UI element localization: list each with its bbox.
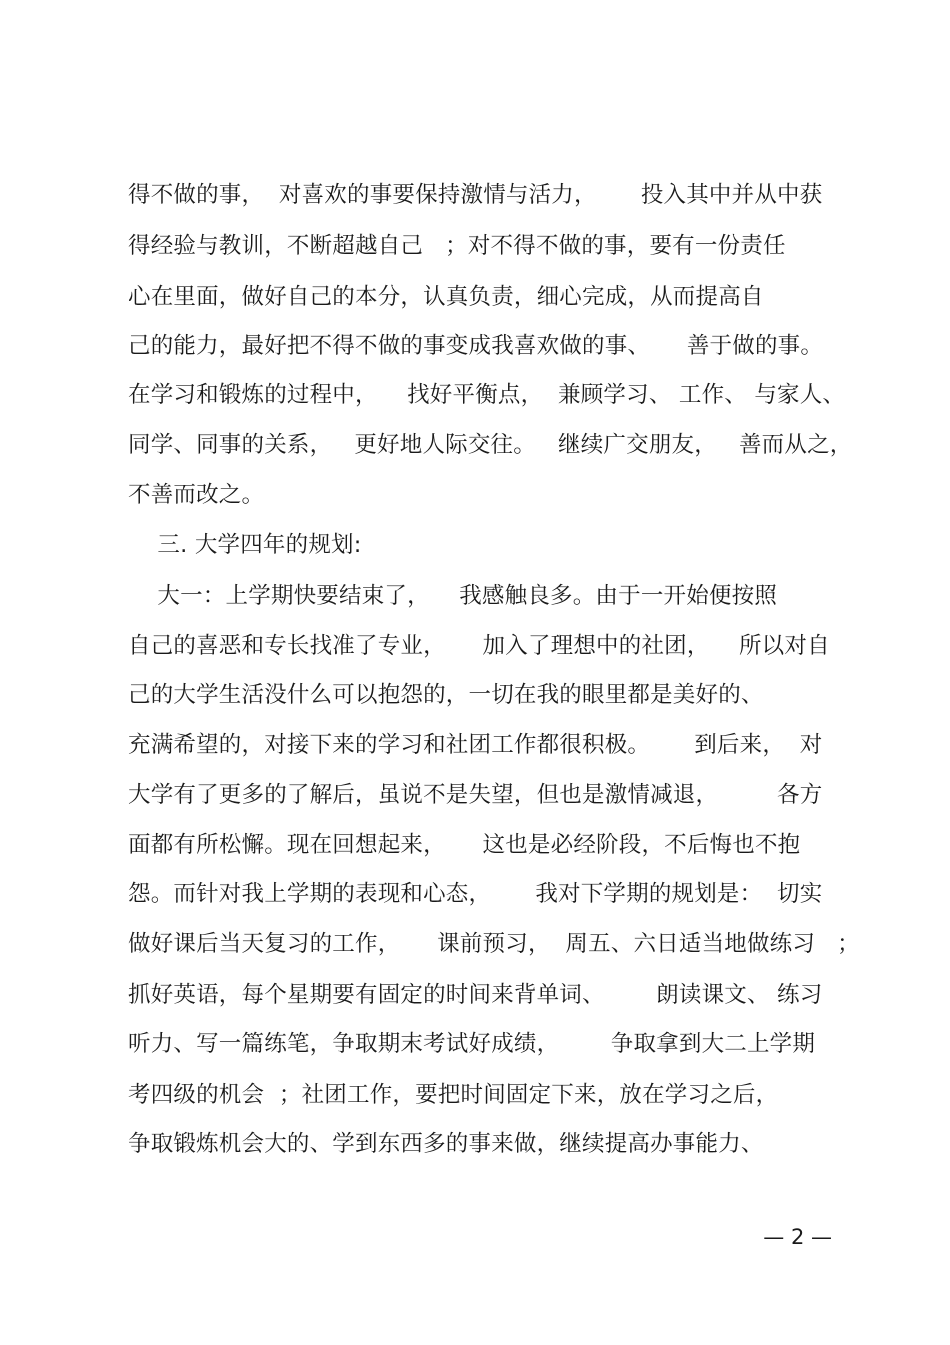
text-line: 争取锻炼机会大的、学到东西多的事来做，继续提高办事能力、 [128,1131,764,1157]
text-line: 不善而改之。 [128,482,265,508]
text-line: 怨。而针对我上学期的表现和心态， 我对下学期的规划是： 切实 [128,881,823,907]
text-line: 考四级的机会 ；社团工作，要把时间固定下来，放在学习之后， [128,1082,779,1108]
text-line: 在学习和锻炼的过程中， 找好平衡点， 兼顾学习、 工作、 与家人、 [128,382,846,408]
text-line: 心在里面，做好自己的本分，认真负责，细心完成，从而提高自 [128,284,764,310]
text-line: 大学有了更多的了解后，虽说不是失望，但也是激情减退， 各方 [128,782,823,808]
text-line: 己的大学生活没什么可以抱怨的，一切在我的眼里都是美好的、 [128,682,764,708]
text-line: 做好课后当天复习的工作， 课前预习， 周五、六日适当地做练习 ； [128,931,860,957]
page-number: — 2 — [763,1225,832,1249]
text-line: 自己的喜恶和专长找准了专业， 加入了理想中的社团， 所以对自 [128,633,830,659]
section-heading: 三. 大学四年的规划: [128,532,362,558]
text-line: 大一：上学期快要结束了， 我感触良多。由于一开始便按照 [128,583,778,609]
text-line: 听力、写一篇练笔，争取期末考试好成绩， 争取拿到大二上学期 [128,1031,816,1057]
text-line: 充满希望的，对接下来的学习和社团工作都很积极。 到后来， 对 [128,732,823,758]
text-line: 面都有所松懈。现在回想起来， 这也是必经阶段，不后悔也不抱 [128,832,801,858]
text-line: 抓好英语，每个星期要有固定的时间来背单词、 朗读课文、 练习 [128,982,823,1008]
text-line: 得不做的事， 对喜欢的事要保持激情与活力， 投入其中并从中获 [128,182,823,208]
text-line: 同学、同事的关系， 更好地人际交往。 继续广交朋友， 善而从之， [128,432,853,458]
text-line: 己的能力，最好把不得不做的事变成我喜欢做的事、 善于做的事。 [128,333,824,359]
text-line: 得经验与教训，不断超越自己 ；对不得不做的事，要有一份责任 [128,233,786,259]
